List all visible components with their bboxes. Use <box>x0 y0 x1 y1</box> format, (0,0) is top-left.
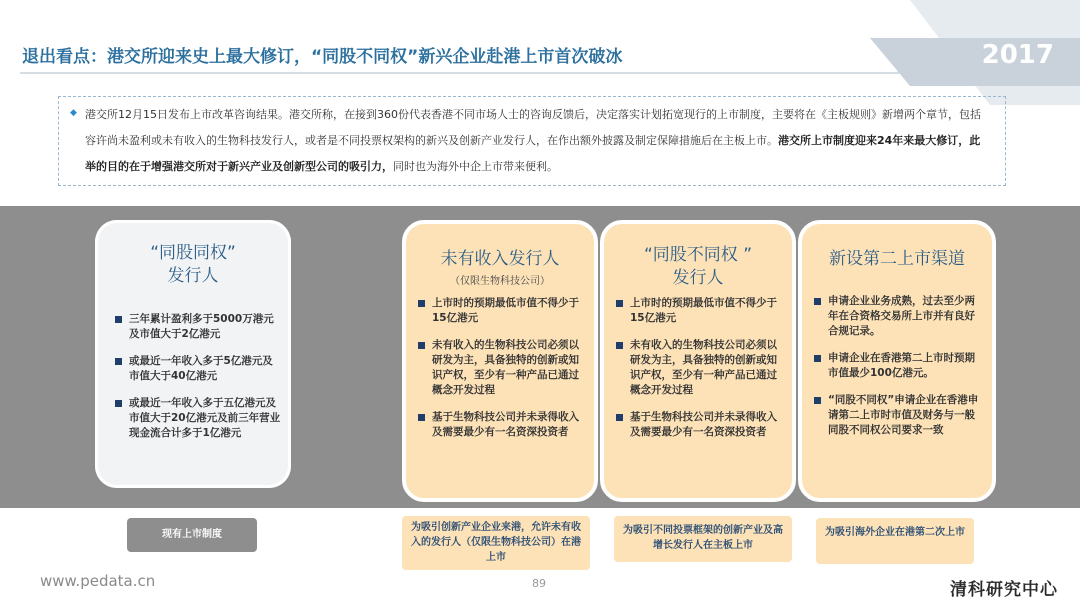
summary-plain: 港交所12月15日发布上市改革咨询结果。港交所称，在接到360份代表香港不同市场人士的咨询反馈后，决定落实计划拓宽现行的上市制度，主要将在《主板规则》新增两个章节，包括容许尚未盈利或未有收入的生物科技发行人，或者是不同投票权架构的新兴及创新产业发行人，在作出额外披露及制定保障措施后在主板上市。 <box>85 108 981 147</box>
year-label: 2017 <box>981 40 1054 70</box>
card-secondary-listing <box>798 220 996 502</box>
card-title-line2: 发行人 <box>672 268 724 288</box>
list-item: 或最近一年收入多于五亿港元及市值大于20亿港元及前三年营业现金流合计多于1亿港元 <box>115 396 281 441</box>
brand-logo-text: 清科研究中心 <box>950 580 1058 600</box>
card-subtitle: （仅限生物科技公司） <box>450 276 550 287</box>
current-system-label: 现有上市制度 <box>127 518 257 552</box>
list-item: 申请企业在香港第二上市时预期市值最少100亿港元。 <box>814 351 984 381</box>
card-criteria-list <box>115 312 281 453</box>
list-item: 上市时的预期最低市值不得少于15亿港元 <box>418 296 586 326</box>
card-criteria-list <box>616 296 784 452</box>
card-title-line1: “同股同权” <box>150 243 236 263</box>
card-title-line1: 未有收入发行人 <box>440 249 560 269</box>
square-bullet-icon <box>814 298 821 305</box>
square-bullet-icon <box>418 342 425 349</box>
note-biotech-purpose: 为吸引创新产业企业来港，允许未有收入的发行人（仅限生物科技公司）在港上市 <box>402 516 590 570</box>
square-bullet-icon <box>616 300 623 307</box>
summary-tail: 同时也为海外中企上市带来便利。 <box>393 160 558 173</box>
list-item: 未有收入的生物科技公司必须以研发为主，具备独特的创新或知识产权，至少有一种产品已通过概念开发过程 <box>418 338 586 398</box>
square-bullet-icon <box>418 414 425 421</box>
diamond-bullet-icon: ◆ <box>70 108 77 118</box>
list-item: “同股不同权”申请企业在香港申请第二上市时市值及财务与一般同股不同权公司要求一致 <box>814 393 984 438</box>
card-same-share-issuer <box>95 220 291 488</box>
summary-bold: 港交所上市制度迎来24年来最大修订，此举的目的在于增强港交所对于新兴产业及创新型公司的吸引力， <box>85 134 981 173</box>
page-number: 89 <box>532 577 546 590</box>
page-title: 退出看点：港交所迎来史上最大修订，“同股不同权”新兴企业赴港上市首次破冰 <box>22 47 623 67</box>
note-secondary-purpose: 为吸引海外企业在港第二次上市 <box>816 518 974 564</box>
square-bullet-icon <box>115 358 122 365</box>
list-item: 申请企业业务成熟，过去至少两年在合资格交易所上市并有良好合规记录。 <box>814 294 984 339</box>
square-bullet-icon <box>418 300 425 307</box>
card-title-line1: 新设第二上市渠道 <box>829 249 965 269</box>
card-no-revenue-issuer <box>402 220 598 502</box>
list-item: 上市时的预期最低市值不得少于15亿港元 <box>616 296 784 326</box>
note-wvr-purpose: 为吸引不同投票框架的创新产业及高增长发行人在主板上市 <box>614 516 792 562</box>
list-item: 基于生物科技公司并未录得收入及需要最少有一名资深投资者 <box>616 410 784 440</box>
summary-text <box>85 102 990 180</box>
list-item: 基于生物科技公司并未录得收入及需要最少有一名资深投资者 <box>418 410 586 440</box>
card-title-line2: 发行人 <box>167 266 219 286</box>
square-bullet-icon <box>814 397 821 404</box>
square-bullet-icon <box>616 414 623 421</box>
card-wvr-issuer <box>600 220 796 502</box>
square-bullet-icon <box>814 355 821 362</box>
card-title-line1: “同股不同权 ” <box>643 245 753 265</box>
square-bullet-icon <box>115 316 122 323</box>
square-bullet-icon <box>115 400 122 407</box>
list-item: 三年累计盈利多于5000万港元及市值大于2亿港元 <box>115 312 281 342</box>
card-criteria-list <box>418 296 586 452</box>
square-bullet-icon <box>616 342 623 349</box>
list-item: 或最近一年收入多于5亿港元及市值大于40亿港元 <box>115 354 281 384</box>
footer-url: www.pedata.cn <box>40 572 156 590</box>
card-criteria-list <box>814 294 984 450</box>
list-item: 未有收入的生物科技公司必须以研发为主，具备独特的创新或知识产权，至少有一种产品已通过概念开发过程 <box>616 338 784 398</box>
